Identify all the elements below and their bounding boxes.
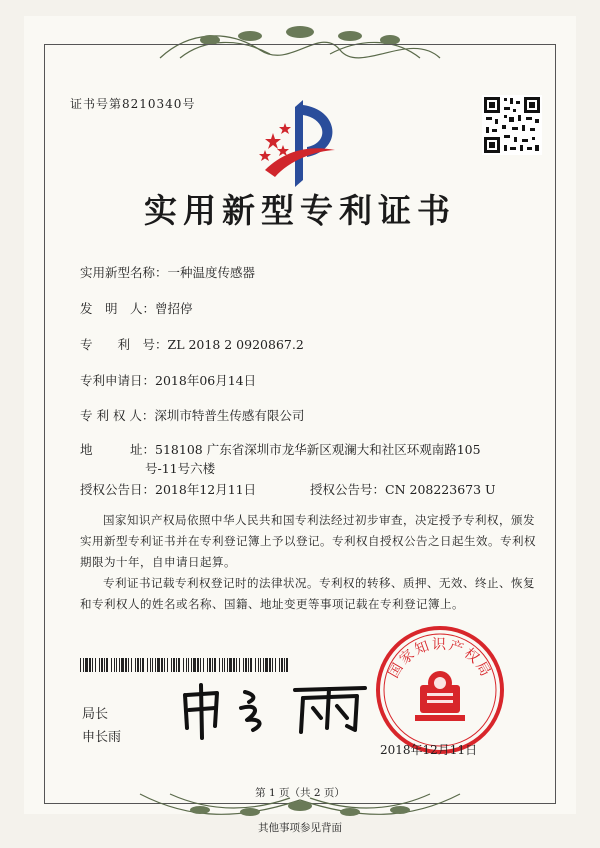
field-value: ZL 2018 2 0920867.2	[167, 337, 304, 352]
field-value: 一种温度传感器	[167, 265, 256, 280]
field-label: 专 利 号：	[80, 337, 168, 352]
cnipa-seal	[375, 625, 505, 755]
field-patent-number	[80, 335, 304, 353]
barcode-icon	[80, 658, 290, 672]
field-value: 2018年06月14日	[155, 373, 257, 388]
field-value: CN 208223673 U	[385, 482, 496, 497]
field-label: 授权公告号：	[310, 482, 386, 497]
cnipa-logo-icon	[255, 95, 345, 190]
field-label: 地 址：	[80, 442, 156, 457]
field-value: 2018年12月11日	[155, 482, 257, 497]
field-address-line2	[145, 459, 215, 477]
field-grant-number	[310, 480, 496, 498]
field-value: 深圳市特普生传感有限公司	[154, 408, 305, 423]
field-label: 授权公告日：	[80, 482, 156, 497]
certificate-title: 实用新型专利证书	[144, 191, 456, 230]
field-value: 518108 广东省深圳市龙华新区观澜大和社区环观南路105	[155, 442, 481, 457]
field-inventor	[80, 299, 193, 317]
qr-code-icon	[482, 95, 542, 155]
director-title: 局长	[82, 707, 109, 722]
field-value: 曾招停	[155, 301, 193, 316]
field-label: 实用新型名称：	[80, 265, 168, 280]
seal-date: 2018年12月11日	[380, 743, 478, 757]
paragraph-grant-statement: 国家知识产权局依照中华人民共和国专利法经过初步审查，决定授予专利权，颁发实用新型专利证书并在专利登记簿上予以登记。专利权自授权公告之日起生效。专利权期限为十年，自申请日起算。	[80, 513, 536, 569]
director-signature	[175, 680, 385, 740]
field-value: 号-11号六楼	[145, 461, 216, 476]
page-number: 第 1 页（共 2 页）	[255, 787, 345, 799]
director-name: 申长雨	[82, 730, 122, 745]
field-label: 专 利 权 人：	[80, 408, 155, 423]
field-grant-date	[80, 480, 256, 498]
field-filing-date	[80, 371, 256, 389]
field-utility-model-name	[80, 263, 255, 281]
paragraph-legal-status: 专利证书记载专利权登记时的法律状况。专利权的转移、质押、无效、终止、恢复和专利权人的姓名或名称、国籍、地址变更等事项记载在专利登记簿上。	[80, 576, 535, 611]
field-label: 发 明 人：	[80, 301, 156, 316]
certificate-number: 证书号第8210340号	[70, 97, 196, 111]
field-patentee	[80, 406, 304, 424]
field-address	[80, 440, 481, 458]
footer-note: 其他事项参见背面	[258, 822, 342, 834]
seal-text: 国家知识产权局	[385, 637, 495, 681]
field-label: 专利申请日：	[80, 373, 156, 388]
